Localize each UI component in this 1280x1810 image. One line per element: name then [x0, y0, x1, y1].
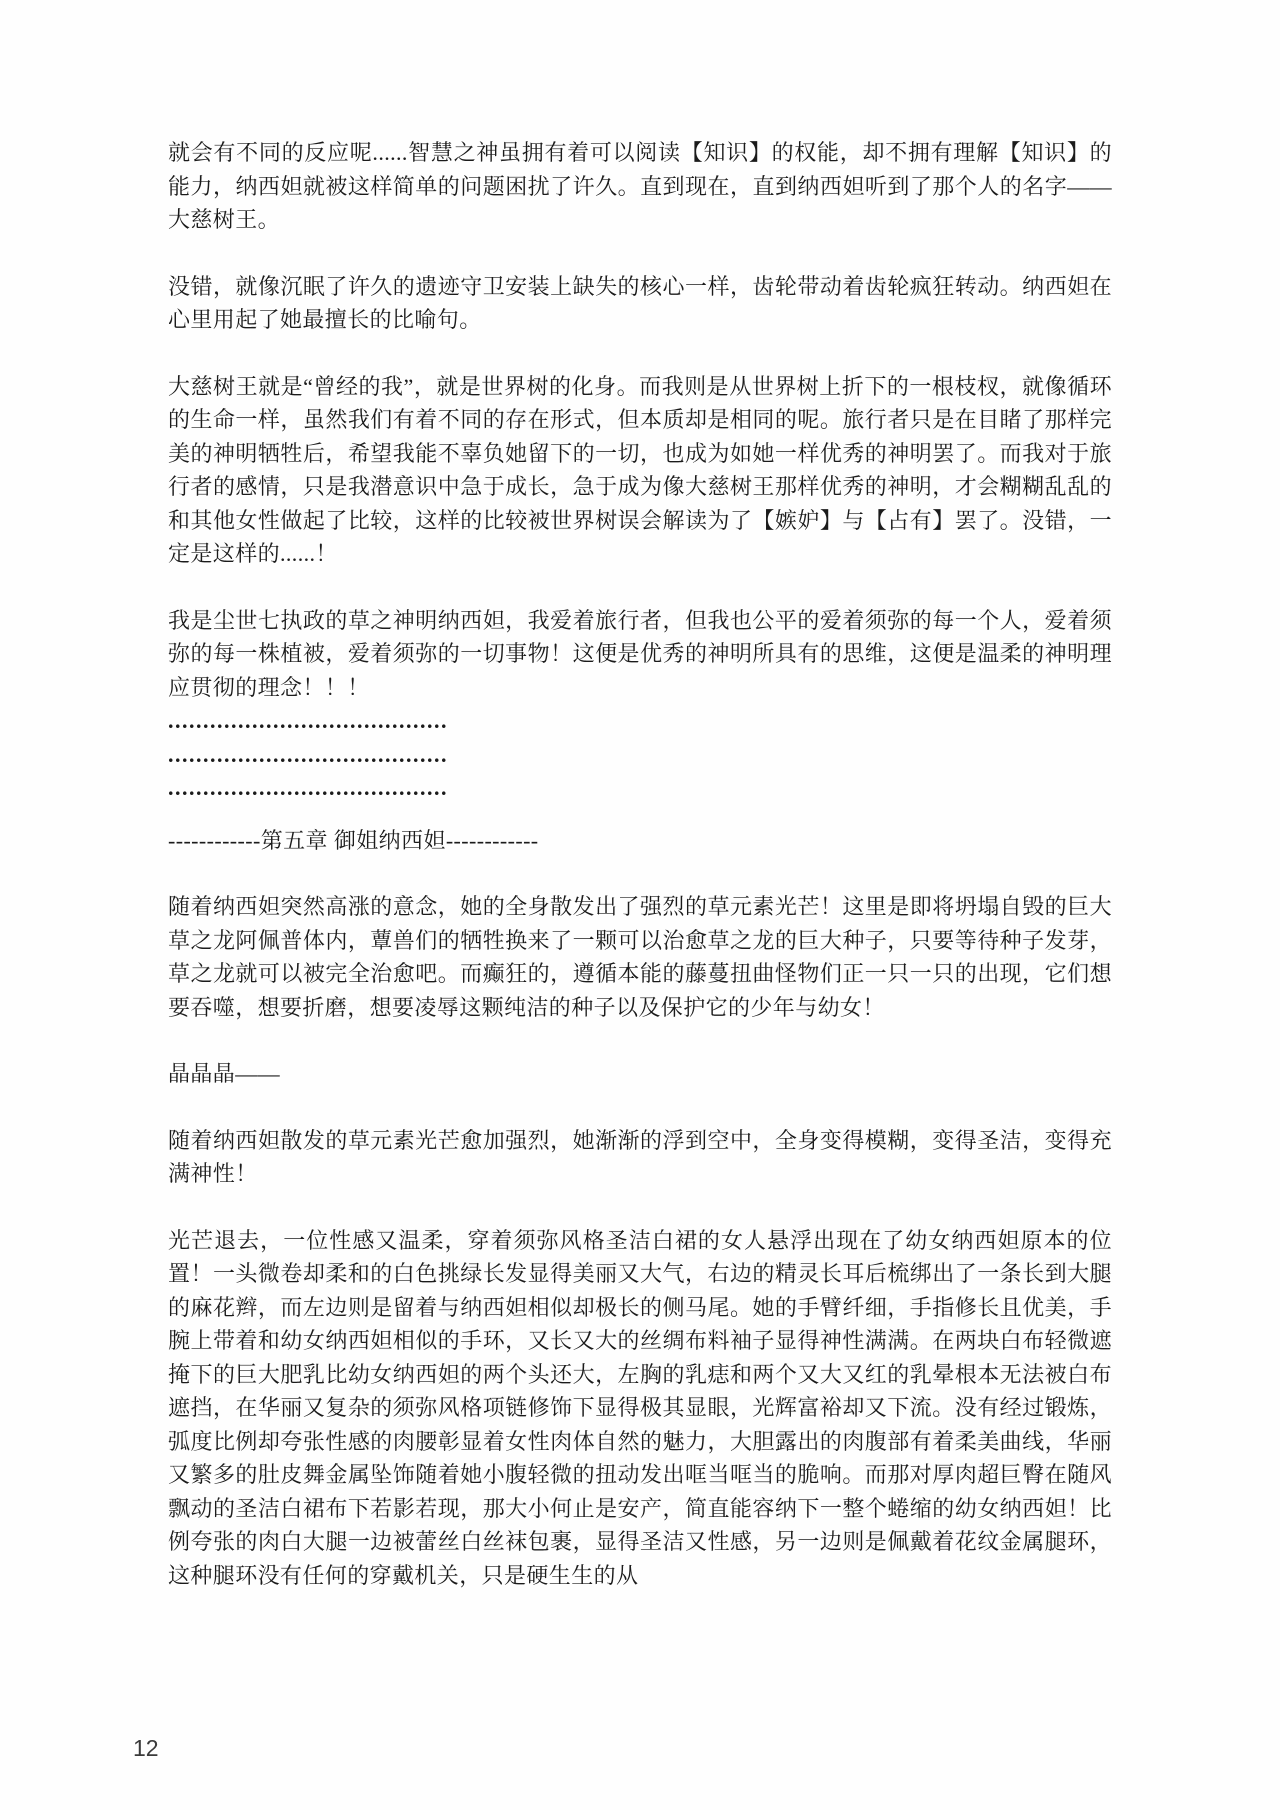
paragraph: 就会有不同的反应呢......智慧之神虽拥有着可以阅读【知识】的权能，却不拥有理解【知识】的能力，纳西妲就被这样简单的问题困扰了许久。直到现在，直到纳西妲听到了那个人的名字——大慈树王。: [168, 140, 1112, 232]
chapter-heading: ------------第五章 御姐纳西妲------------: [168, 827, 539, 853]
paragraph: 随着纳西妲散发的草元素光芒愈加强烈，她渐渐的浮到空中，全身变得模糊，变得圣洁，变得充满神性！: [168, 1127, 1112, 1186]
text-column: [168, 136, 1112, 1625]
paragraph: 随着纳西妲突然高涨的意念，她的全身散发出了强烈的草元素光芒！这里是即将坍塌自毁的巨大草之龙阿佩普体内，蕈兽们的牺牲换来了一颗可以治愈草之龙的巨大种子，只要等待种子发芽，草之龙就可以被完全治愈吧。而癫狂的，遵循本能的藤蔓扭曲怪物们正一只一只的出现，它们想要吞噬，想要折磨，想要凌辱这颗纯洁的种子以及保护它的少年与幼女！: [168, 894, 1112, 1020]
dots-separator: ........................................: [168, 741, 448, 767]
dots-separator: ........................................: [168, 708, 448, 733]
paragraph: 没错，就像沉眠了许久的遗迹守卫安装上缺失的核心一样，齿轮带动着齿轮疯狂转动。纳西妲在心里用起了她最擅长的比喻句。: [168, 273, 1112, 332]
page-number: 12: [133, 1735, 159, 1761]
paragraph: 大慈树王就是“曾经的我”，就是世界树的化身。而我则是从世界树上折下的一根枝杈，就像循环的生命一样，虽然我们有着不同的存在形式，但本质却是相同的呢。旅行者只是在目睹了那样完美的神明牺牲后，希望我能不辜负她留下的一切，也成为如她一样优秀的神明罢了。而我对于旅行者的感情，只是我潜意识中急于成长，急于成为像大慈树王那样优秀的神明，才会糊糊乱乱的和其他女性做起了比较，这样的比较被世界树误会解读为了【嫉妒】与【占有】罢了。没错，一定是这样的......！: [168, 373, 1112, 566]
paragraph: 光芒退去，一位性感又温柔，穿着须弥风格圣洁白裙的女人悬浮出现在了幼女纳西妲原本的位置！一头微卷却柔和的白色挑绿长发显得美丽又大气，右边的精灵长耳后梳绑出了一条长到大腿的麻花辫，而左边则是留着与纳西妲相似却极长的侧马尾。她的手臂纤细，手指修长且优美，手腕上带着和幼女纳西妲相似的手环，又长又大的丝绸布料袖子显得神性满满。在两块白布轻微遮掩下的巨大肥乳比幼女纳西妲的两个头还大，左胸的乳痣和两个又大又红的乳晕根本无法被白布遮挡，在华丽又复杂的须弥风格项链修饰下显得极其显眼，光辉富裕却又下流。没有经过锻炼，弧度比例却夸张性感的肉腰彰显着女性肉体自然的魅力，大胆露出的肉腹部有着柔美曲线，华丽又繁多的肚皮舞金属坠饰随着她小腹轻微的扭动发出哐当哐当的脆响。而那对厚肉超巨臀在随风飘动的圣洁白裙布下若影若现，那大小何止是安产，简直能容纳下一整个蜷缩的幼女纳西妲！比例夸张的肉白大腿一边被蕾丝白丝袜包裹，显得圣洁又性感，另一边则是佩戴着花纹金属腿环，这种腿环没有任何的穿戴机关，只是硬生生的从: [168, 1227, 1112, 1588]
sfx-line: 晶晶晶——: [168, 1061, 281, 1086]
dots-separator: ........................................: [168, 775, 448, 800]
paragraph: 我是尘世七执政的草之神明纳西妲，我爱着旅行者，但我也公平的爱着须弥的每一个人，爱着须弥的每一株植被，爱着须弥的一切事物！这便是优秀的神明所具有的思维，这便是温柔的神明理应贯彻的理念！！！: [168, 607, 1112, 700]
